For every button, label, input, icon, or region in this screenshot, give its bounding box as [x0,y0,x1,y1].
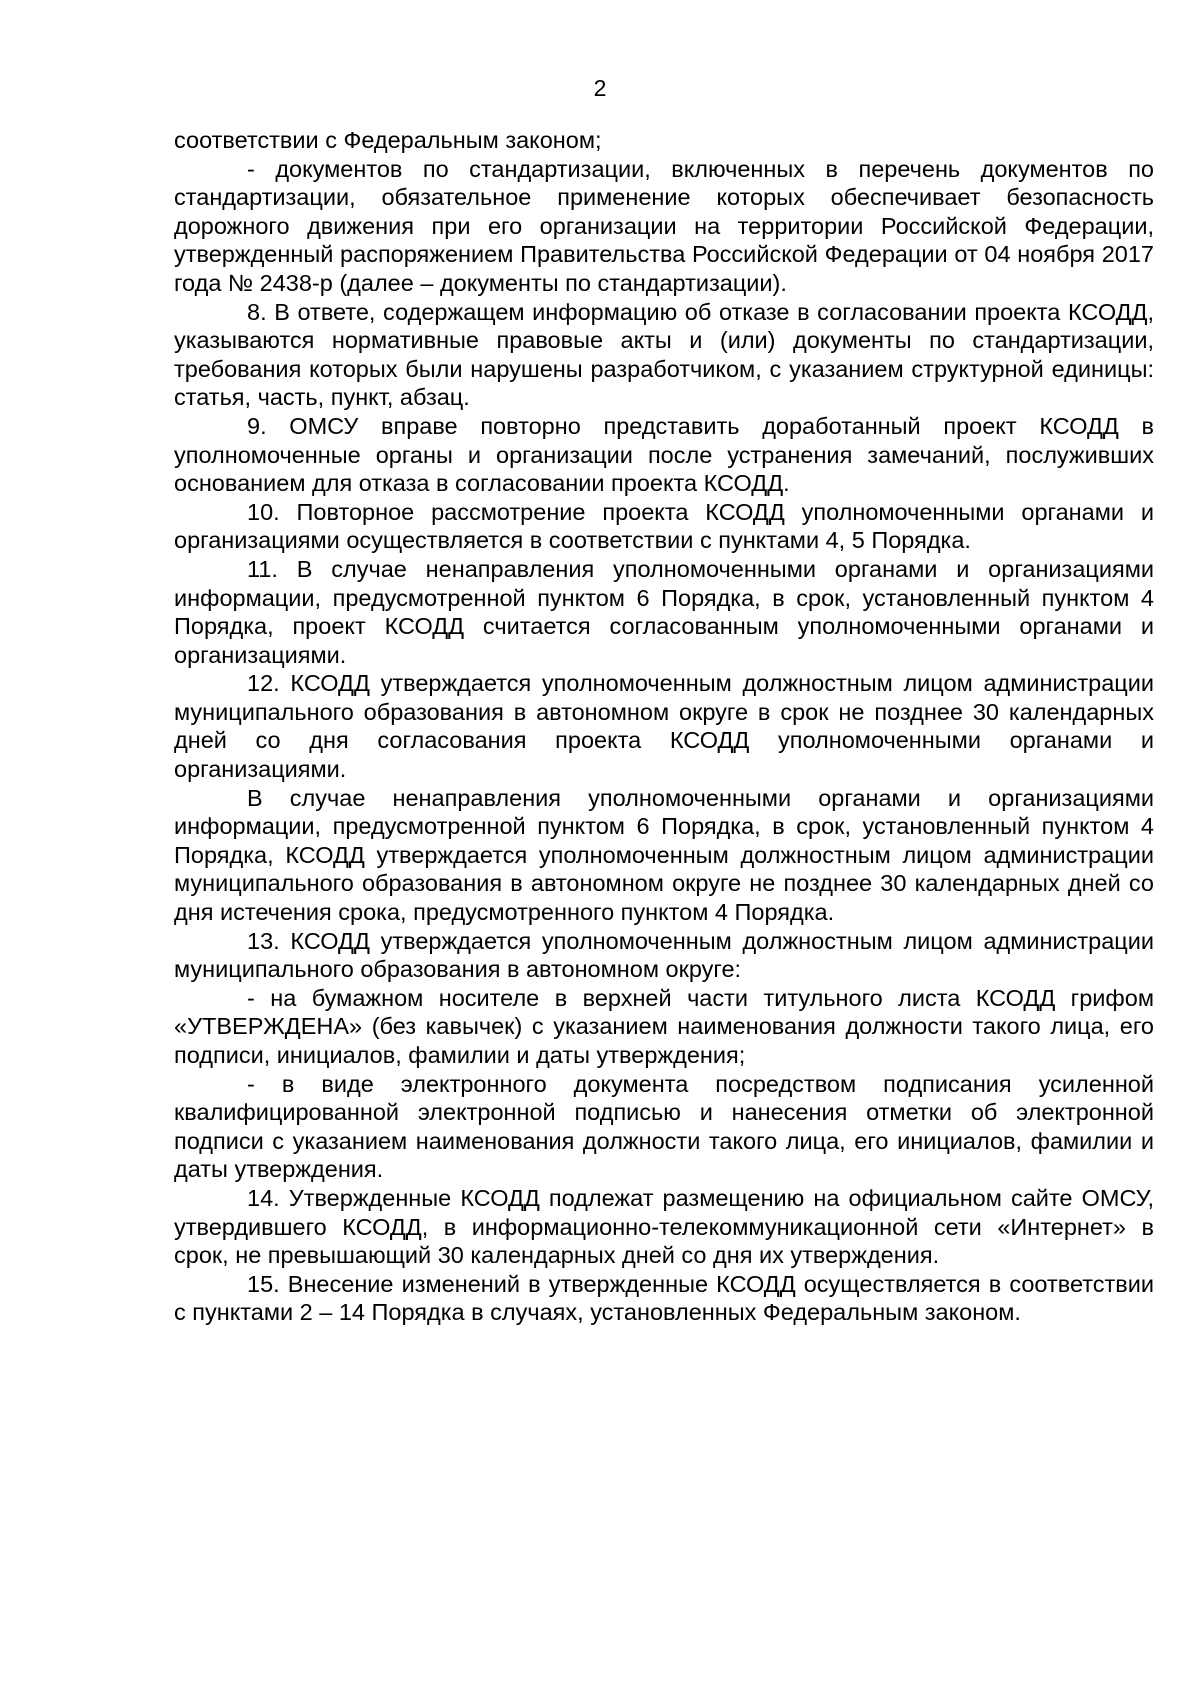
paragraph-item-14: 14. Утвержденные КСОДД подлежат размещению на официальном сайте ОМСУ, утвердившего КСОДД, в информационно-телекоммуникационной сети «Интернет» в срок, не превышающий 30 календарных дней со дня их утверждения. [174,1184,1154,1269]
document-body [174,126,1154,1327]
page-number: 2 [593,75,607,101]
paragraph-item-13-electronic: - в виде электронного документа посредством подписания усиленной квалифицированной электронной подписью и нанесения отметки об электронной подписи с указанием наименования должности такого лица, его инициалов, фамилии и даты утверждения. [174,1070,1154,1183]
paragraph-item-13: 13. КСОДД утверждается уполномоченным должностным лицом администрации муниципального образования в автономном округе: [174,927,1154,983]
paragraph-item-10: 10. Повторное рассмотрение проекта КСОДД уполномоченными органами и организациями осуществляется в соответствии с пунктами 4, 5 Порядка. [174,498,1154,554]
paragraph-item-8: 8. В ответе, содержащем информацию об отказе в согласовании проекта КСОДД, указываются нормативные правовые акты и (или) документы по стандартизации, требования которых были нарушены разработчиком, с указанием структурной единицы: статья, часть, пункт, абзац. [174,298,1154,411]
paragraph-standards-documents: - документов по стандартизации, включенных в перечень документов по стандартизации, обязательное применение которых обеспечивает безопасность дорожного движения при его организации на территории Российской Федерации, утвержденный распоряжением Правительства Российской Федерации от 04 ноября 2017 года № 2438-р (далее – документы по стандартизации). [174,155,1154,296]
paragraph-item-12-part-2: В случае ненаправления уполномоченными органами и организациями информации, предусмотренной пунктом 6 Порядка, в срок, установленный пунктом 4 Порядка, КСОДД утверждается уполномоченным должностным лицом администрации муниципального образования в автономном округе не позднее 30 календарных дней со дня истечения срока, предусмотренного пунктом 4 Порядка. [174,784,1154,926]
paragraph-item-9: 9. ОМСУ вправе повторно представить доработанный проект КСОДД в уполномоченные органы и организации после устранения замечаний, послуживших основанием для отказа в согласовании проекта КСОДД. [174,412,1154,497]
paragraph-item-11: 11. В случае ненаправления уполномоченными органами и организациями информации, предусмотренной пунктом 6 Порядка, в срок, установленный пунктом 4 Порядка, проект КСОДД считается согласованным уполномоченными органами и организациями. [174,555,1154,668]
paragraph-item-12: 12. КСОДД утверждается уполномоченным должностным лицом администрации муниципального образования в автономном округе в срок не позднее 30 календарных дней со дня согласования проекта КСОДД уполномоченными органами и организациями. [174,670,1154,783]
paragraph-item-13-paper: - на бумажном носителе в верхней части титульного листа КСОДД грифом «УТВЕРЖДЕНА» (без кавычек) с указанием наименования должности такого лица, его подписи, инициалов, фамилии и даты утверждения; [174,984,1154,1068]
paragraph-item-15: 15. Внесение изменений в утвержденные КСОДД осуществляется в соответствии с пунктами 2 – 14 Порядка в случаях, установленных Федеральным законом. [174,1270,1154,1326]
paragraph-continuation: соответствии с Федеральным законом; [174,127,602,153]
